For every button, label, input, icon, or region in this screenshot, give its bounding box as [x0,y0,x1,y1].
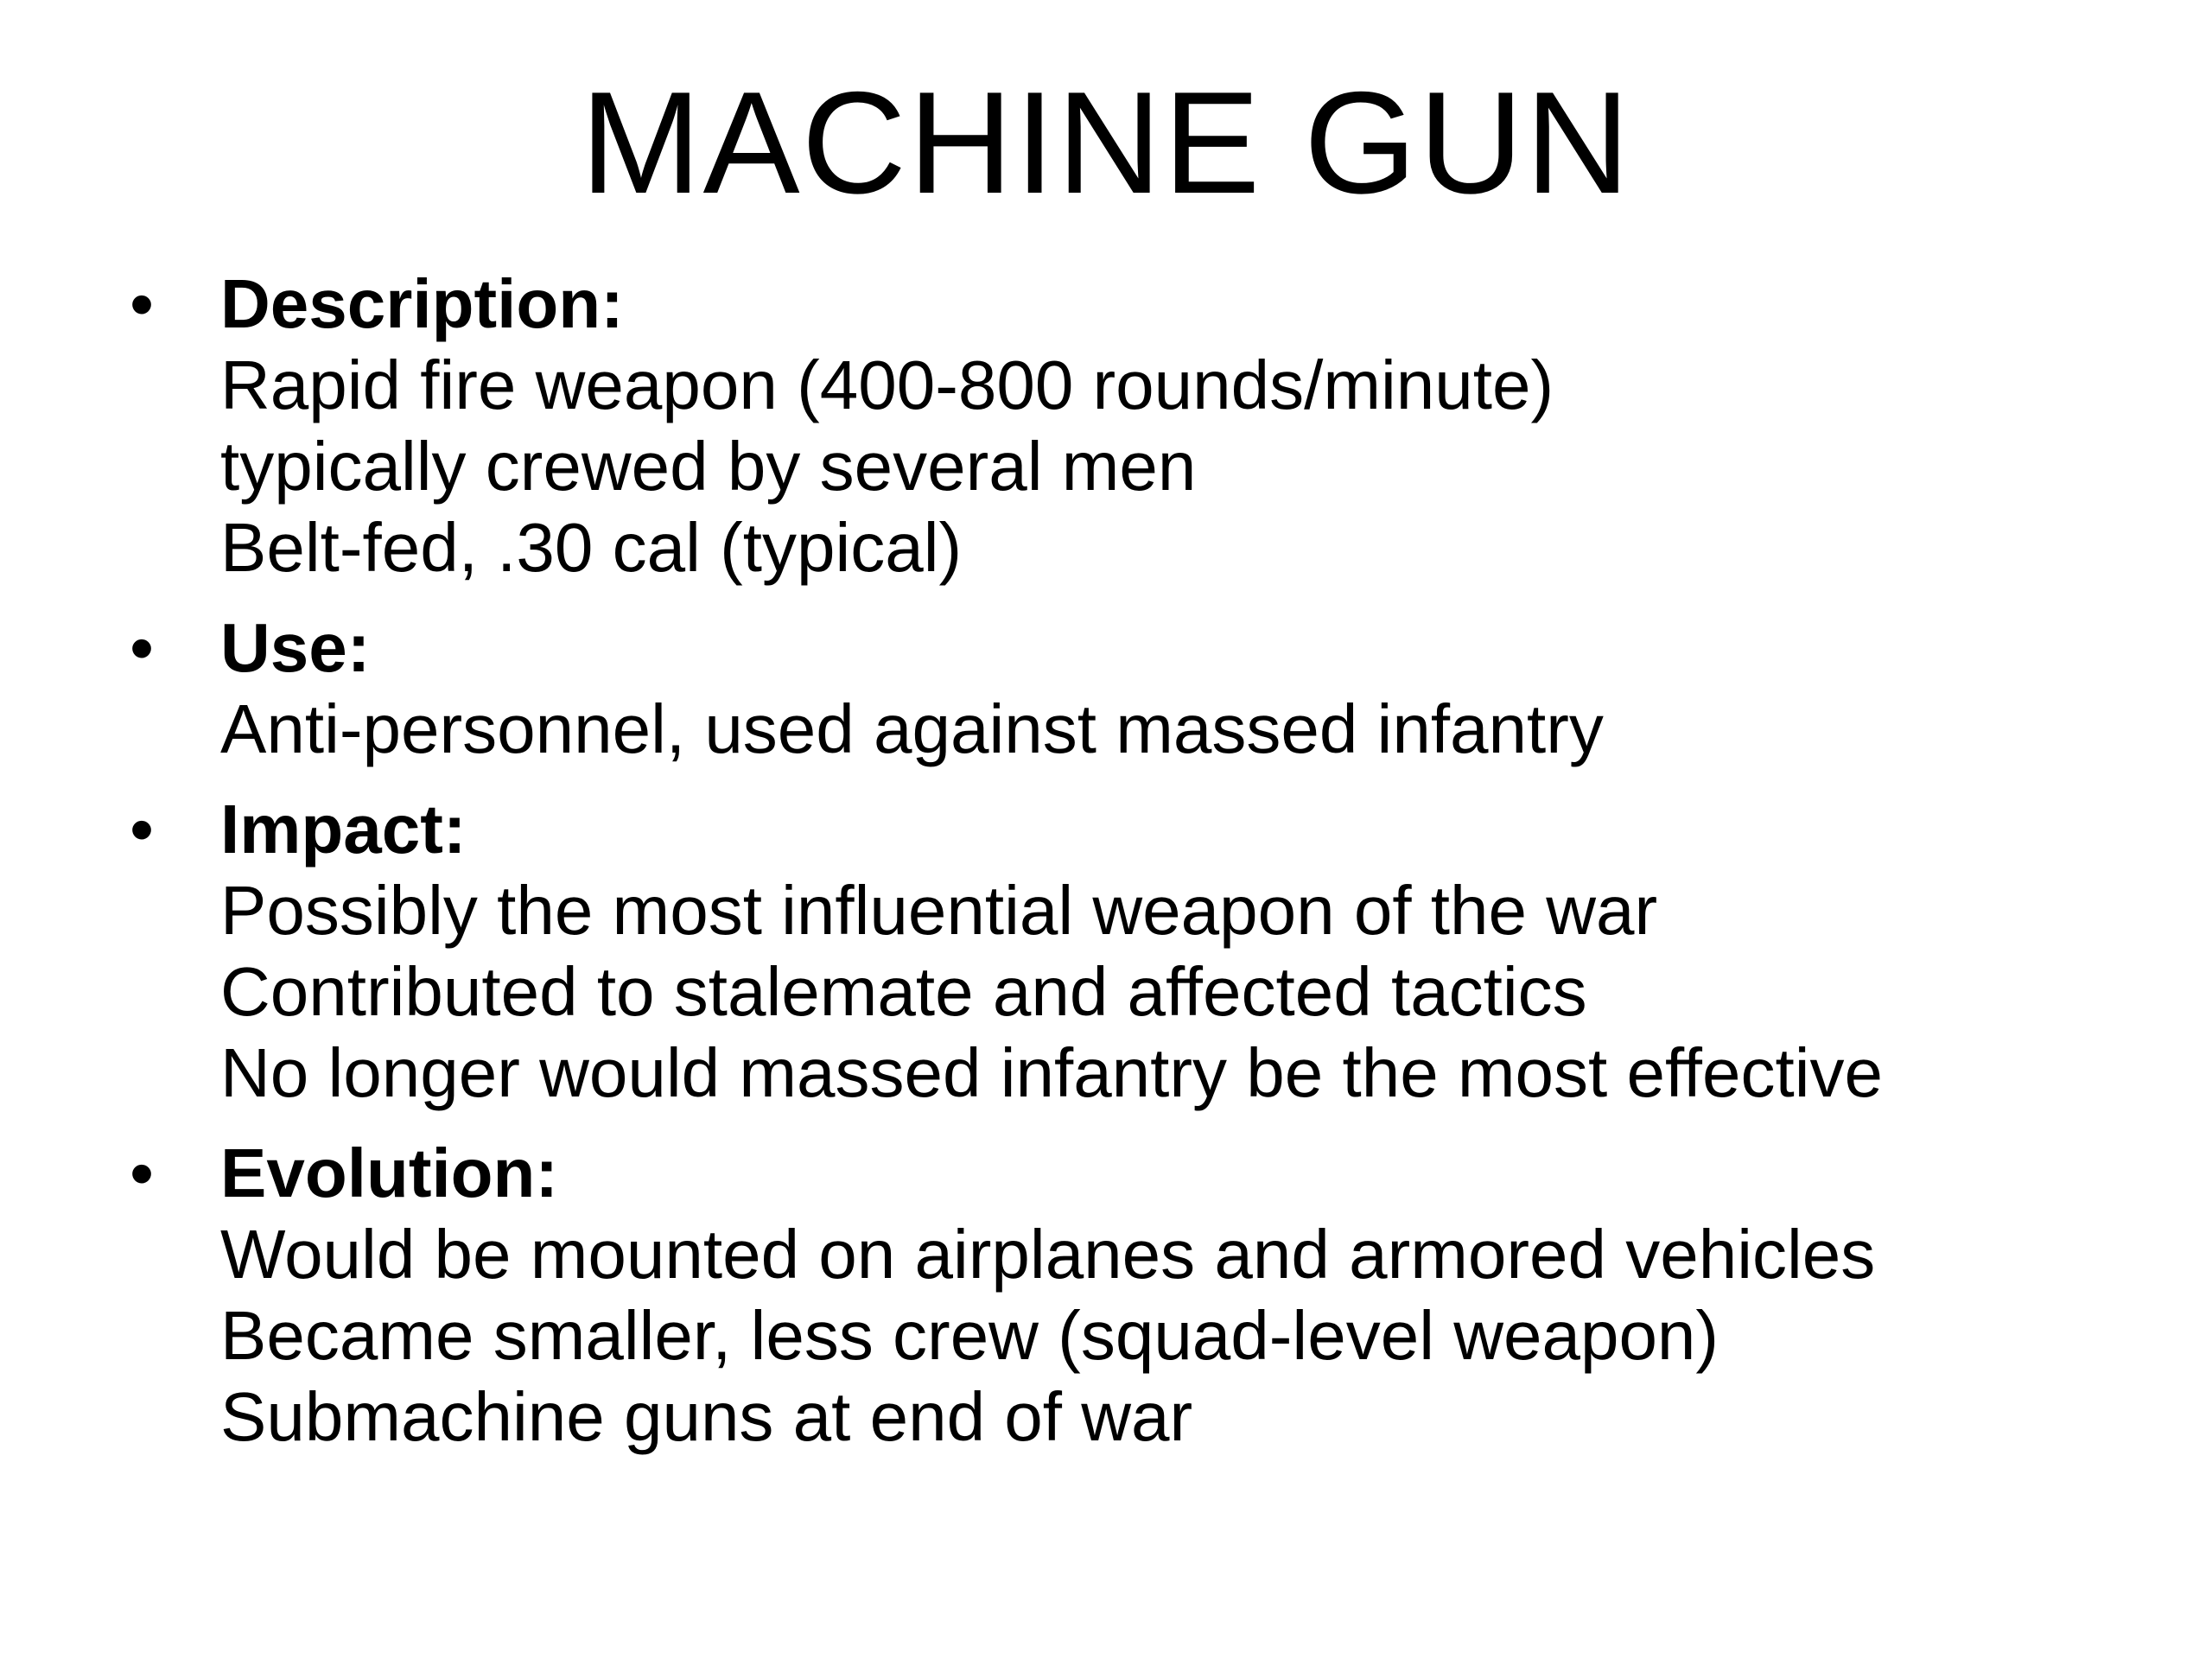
slide-title: MACHINE GUN [580,61,1632,224]
bullet-text-line: Became smaller, less crew (squad-level weapon) [220,1297,1719,1374]
bullet-description [130,264,2117,588]
bullet-evolution [130,1133,2117,1458]
bullet-text-line: No longer would massed infantry be the most effective [220,1034,1883,1111]
bullet-text-line: Belt-fed, .30 cal (typical) [220,509,963,586]
bullet-text-line: Contributed to stalemate and affected tactics [220,953,1587,1030]
bullet-heading: Description: [220,265,624,342]
bullet-list [130,264,2117,1477]
bullet-text-line: Would be mounted on airplanes and armored vehicles [220,1216,1876,1293]
bullet-text-line: typically crewed by several men [220,428,1197,505]
bullet-heading: Impact: [220,791,467,868]
bullet-point-icon: • [130,1135,155,1211]
bullet-text-line: Submachine guns at end of war [220,1378,1193,1455]
bullet-point-icon: • [130,609,155,686]
bullet-impact [130,789,2117,1114]
bullet-use [130,607,2117,770]
bullet-point-icon: • [130,265,155,342]
bullet-text-line: Rapid fire weapon (400-800 rounds/minute) [220,346,1554,423]
bullet-text-line: Anti-personnel, used against massed infantry [220,690,1604,767]
bullet-heading: Evolution: [220,1135,559,1211]
bullet-point-icon: • [130,791,155,868]
bullet-text-line: Possibly the most influential weapon of the war [220,872,1658,949]
bullet-heading: Use: [220,609,371,686]
